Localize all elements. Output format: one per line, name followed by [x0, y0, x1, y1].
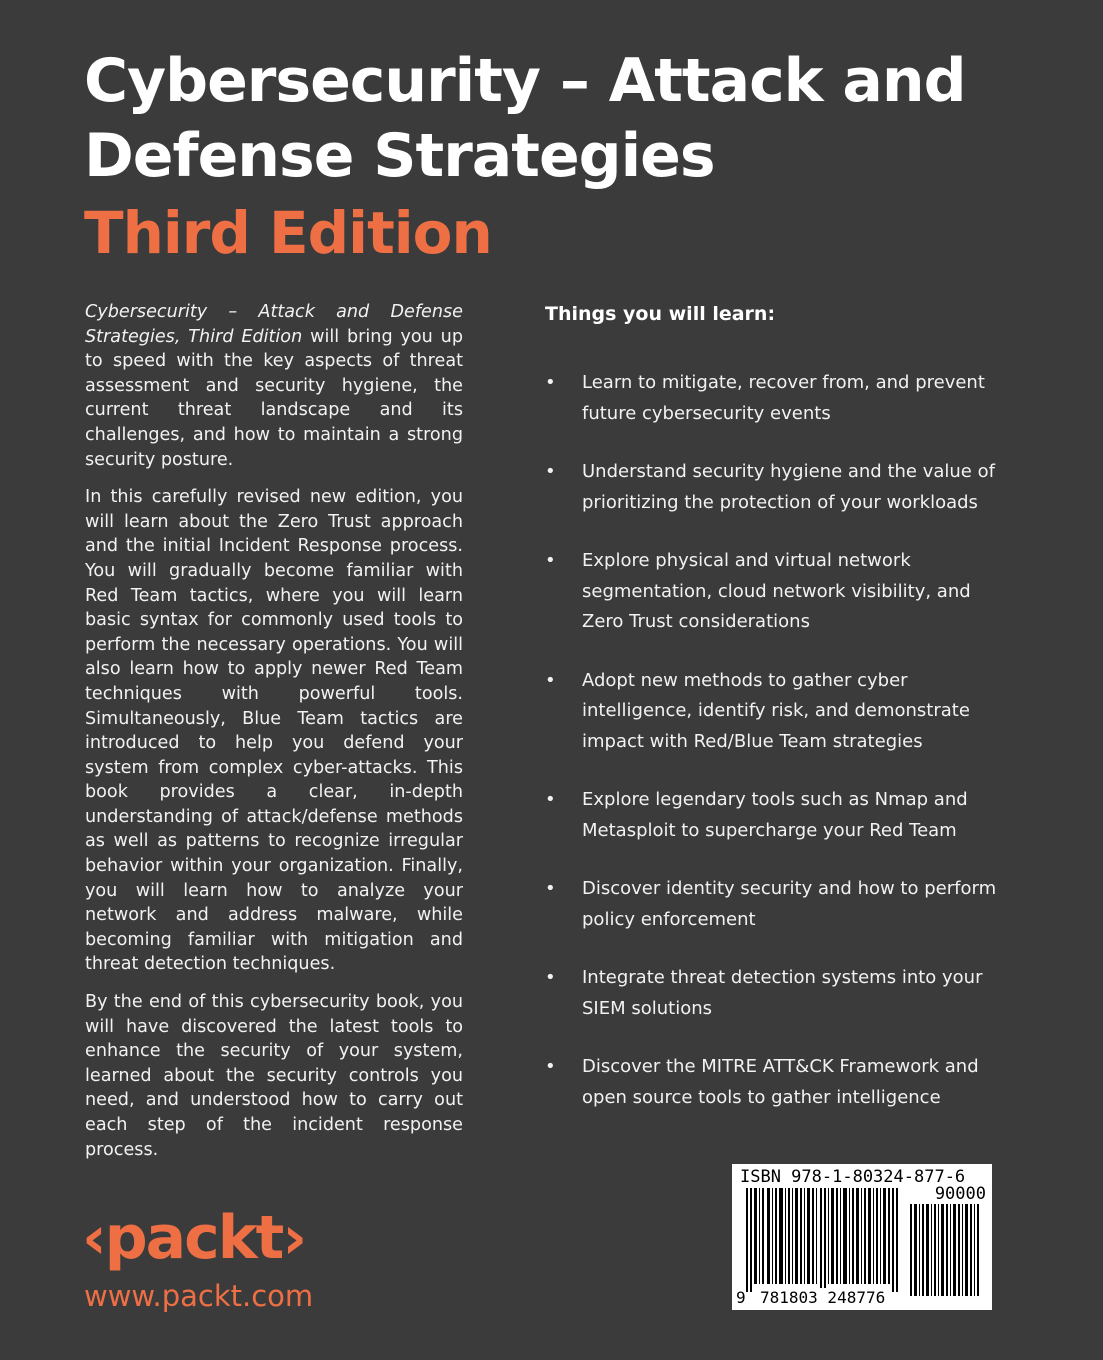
publisher-url: www.packt.com [84, 1279, 314, 1313]
book-description [85, 300, 463, 1175]
bullet-icon: • [545, 550, 556, 571]
list-item [545, 874, 1015, 935]
list-item-text: Learn to mitigate, recover from, and prevent future cybersecurity events [582, 372, 985, 424]
bullet-icon: • [545, 1056, 556, 1077]
list-item [545, 1052, 1015, 1113]
list-item [545, 963, 1015, 1024]
addon-barcode-bars-icon [910, 1204, 980, 1296]
list-item [545, 368, 1015, 429]
bullet-icon: • [545, 669, 556, 691]
list-item-text: Explore legendary tools such as Nmap and Metasploit to supercharge your Red Team [582, 789, 968, 841]
book-title-line-2: Defense Strategies [84, 121, 715, 191]
bullet-icon: • [545, 878, 556, 899]
list-item-text: Understand security hygiene and the value of prioritizing the protection of your workloads [582, 461, 995, 513]
list-item [545, 785, 1015, 846]
description-paragraph-3: By the end of this cybersecurity book, you will have discovered the latest tools to enhance the security of your system, learned about the security controls you need, and understood how to carry out each step of the incident response process. [85, 992, 463, 1160]
barcode-bars-icon [746, 1188, 906, 1292]
description-paragraph-1 [85, 300, 463, 472]
barcode-digit-groups: 781803 248776 [760, 1288, 886, 1307]
packt-logo: ‹packt› [82, 1203, 306, 1273]
learning-heading: Things you will learn: [545, 303, 776, 325]
list-item-text: Discover the MITRE ATT&CK Framework and open source tools to gather intelligence [582, 1056, 979, 1108]
list-item [545, 546, 1015, 638]
book-title-line-1: Cybersecurity – Attack and [84, 46, 966, 116]
bullet-icon: • [545, 967, 556, 988]
learning-outcomes [545, 300, 1015, 1141]
list-item [545, 666, 1015, 758]
description-paragraph-2: In this carefully revised new edition, you will learn about the Zero Trust approach and the initial Incident Response process. You will gradually become familiar with Red Team tactics, where you will learn basic syntax for commonly used tools to perform the necessary operations. You will also learn how to apply newer Red Team techniques with powerful tools. Simultaneously, Blue Team tactics are introduced to help you defend your system from complex cyber-attacks. This book provides a clear, in-depth understanding of attack/defense methods as well as patterns to recognize irregular behavior within your organization. Finally, you will learn how to analyze your network and address malware, while becoming familiar with mitigation and threat detection techniques. [85, 487, 463, 975]
list-item-text: Discover identity security and how to perform policy enforcement [582, 878, 997, 930]
intro-book-title: Cybersecurity – Attack and Defense Strategies, Third Edition [85, 302, 463, 347]
list-item-text: Adopt new methods to gather cyber intelligence, identify risk, and demonstrate impact with Red/Blue Team strategies [582, 669, 970, 752]
bullet-icon: • [545, 789, 556, 810]
bullet-icon: • [545, 372, 556, 393]
barcode-lead-digit: 9 [736, 1288, 746, 1307]
bullet-icon: • [545, 461, 556, 482]
intro-text: will bring you up to speed with the key aspects of threat assessment and security hygiene, the current threat landscape and its challenges, and how to maintain a strong security posture. [85, 326, 463, 470]
learning-list [545, 368, 1015, 1113]
list-item [545, 457, 1015, 518]
isbn-number: ISBN 978-1-80324-877-6 [740, 1167, 966, 1187]
isbn-barcode [732, 1164, 992, 1310]
list-item-text: Integrate threat detection systems into your SIEM solutions [582, 967, 983, 1019]
edition-label: Third Edition [84, 199, 492, 267]
price-code: 90000 [934, 1184, 986, 1204]
list-item-text: Explore physical and virtual network segmentation, cloud network visibility, and Zero Trust considerations [582, 550, 971, 632]
title-block [84, 44, 1044, 272]
